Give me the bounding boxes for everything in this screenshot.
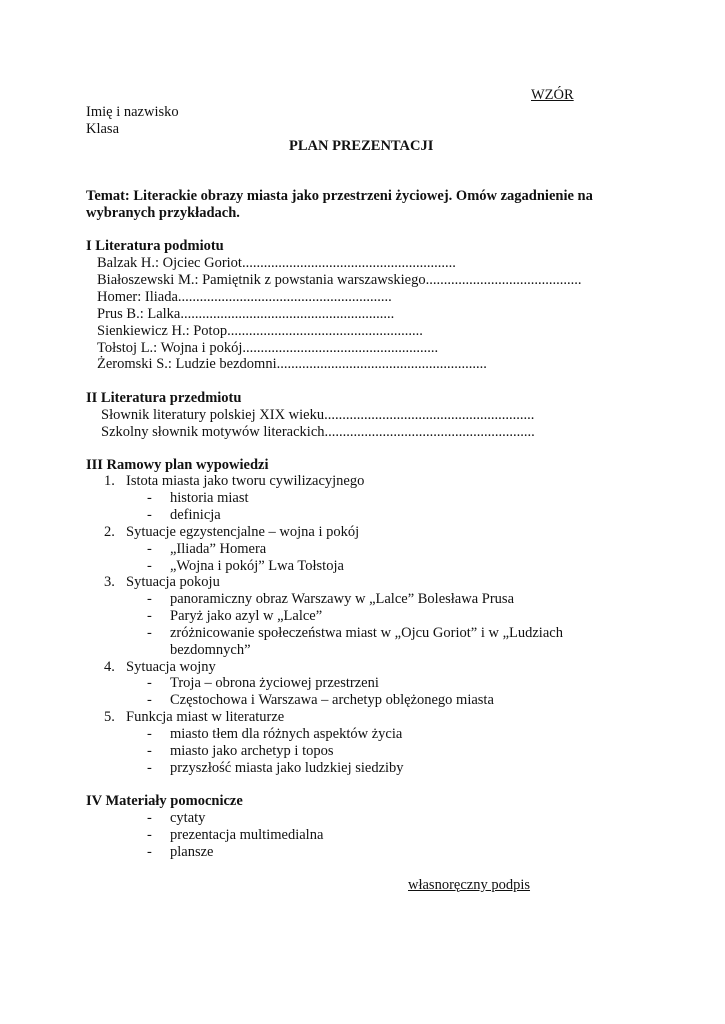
subpoint-text: historia miast (170, 490, 249, 506)
reference-item: Słownik literatury polskiej XIX wieku.......................................................... (101, 407, 535, 423)
bullet-dash: - (147, 490, 152, 506)
bullet-dash: - (147, 810, 152, 826)
subpoint-text: definicja (170, 507, 221, 523)
bullet-dash: - (147, 675, 152, 691)
bullet-dash: - (147, 591, 152, 607)
material-text: plansze (170, 844, 214, 860)
point-number: 1. (104, 473, 115, 489)
section-3-heading: III Ramowy plan wypowiedzi (86, 457, 269, 473)
subpoint-text: miasto jako archetyp i topos (170, 743, 334, 759)
subpoint-text: Paryż jako azyl w „Lalce” (170, 608, 323, 624)
bibliography-item: Żeromski S.: Ludzie bezdomni.......................................................... (97, 356, 487, 372)
point-number: 2. (104, 524, 115, 540)
section-4-heading: IV Materiały pomocnicze (86, 793, 243, 809)
bibliography-item: Sienkiewicz H.: Potop...................................................... (97, 323, 423, 339)
bibliography-item: Tołstoj L.: Wojna i pokój...................................................... (97, 340, 439, 356)
point-number: 3. (104, 574, 115, 590)
point-title: Funkcja miast w literaturze (126, 709, 285, 725)
bullet-dash: - (147, 844, 152, 860)
subpoint-text: Częstochowa i Warszawa – archetyp oblężonego miasta (170, 692, 494, 708)
material-text: prezentacja multimedialna (170, 827, 324, 843)
topic-line-1: Temat: Literackie obrazy miasta jako przestrzeni życiowej. Omów zagadnienie na (86, 188, 593, 204)
signature-label: własnoręczny podpis (408, 877, 531, 893)
bullet-dash: - (147, 507, 152, 523)
point-number: 5. (104, 709, 115, 725)
subpoint-text: Troja – obrona życiowej przestrzeni (170, 675, 379, 691)
bibliography-item: Prus B.: Lalka........................................................... (97, 306, 395, 322)
bullet-dash: - (147, 692, 152, 708)
subpoint-text: panoramiczny obraz Warszawy w „Lalce” Bolesława Prusa (170, 591, 514, 607)
bibliography-item: Balzak H.: Ojciec Goriot........................................................... (97, 255, 456, 271)
point-title: Sytuacja pokoju (126, 574, 220, 590)
point-title: Istota miasta jako tworu cywilizacyjnego (126, 473, 365, 489)
bullet-dash: - (147, 558, 152, 574)
plan-point (104, 709, 284, 726)
subpoint-text: zróżnicowanie społeczeństwa miast w „Ojcu Goriot” i w „Ludziach (170, 625, 563, 641)
subpoint-text: miasto tłem dla różnych aspektów życia (170, 726, 403, 742)
subpoint-text: „Iliada” Homera (170, 541, 267, 557)
reference-item: Szkolny słownik motywów literackich.......................................................... (101, 424, 535, 440)
bullet-dash: - (147, 608, 152, 624)
subpoint-text: „Wojna i pokój” Lwa Tołstoja (170, 558, 344, 574)
bullet-dash: - (147, 743, 152, 759)
document-title: PLAN PREZENTACJI (289, 138, 434, 154)
point-number: 4. (104, 659, 115, 675)
topic-line-2: wybranych przykładach. (86, 205, 240, 221)
class-label: Klasa (86, 121, 120, 137)
bullet-dash: - (147, 827, 152, 843)
section-2-heading: II Literatura przedmiotu (86, 390, 242, 406)
plan-point (104, 473, 364, 490)
bullet-dash: - (147, 541, 152, 557)
name-label: Imię i nazwisko (86, 104, 179, 120)
plan-point (104, 659, 216, 676)
bibliography-item: Homer: Iliada........................................................... (97, 289, 392, 305)
point-title: Sytuacja wojny (126, 659, 216, 675)
bullet-dash: - (147, 726, 152, 742)
bullet-dash: - (147, 625, 152, 641)
bibliography-item: Białoszewski M.: Pamiętnik z powstania warszawskiego........................................... (97, 272, 582, 288)
section-1-heading: I Literatura podmiotu (86, 238, 224, 254)
subpoint-continuation: bezdomnych” (170, 642, 251, 658)
material-text: cytaty (170, 810, 206, 826)
bullet-dash: - (147, 760, 152, 776)
plan-point (104, 524, 359, 541)
point-title: Sytuacje egzystencjalne – wojna i pokój (126, 524, 360, 540)
wzor-label: WZÓR (531, 87, 574, 103)
plan-point (104, 574, 220, 591)
subpoint-text: przyszłość miasta jako ludzkiej siedziby (170, 760, 404, 776)
